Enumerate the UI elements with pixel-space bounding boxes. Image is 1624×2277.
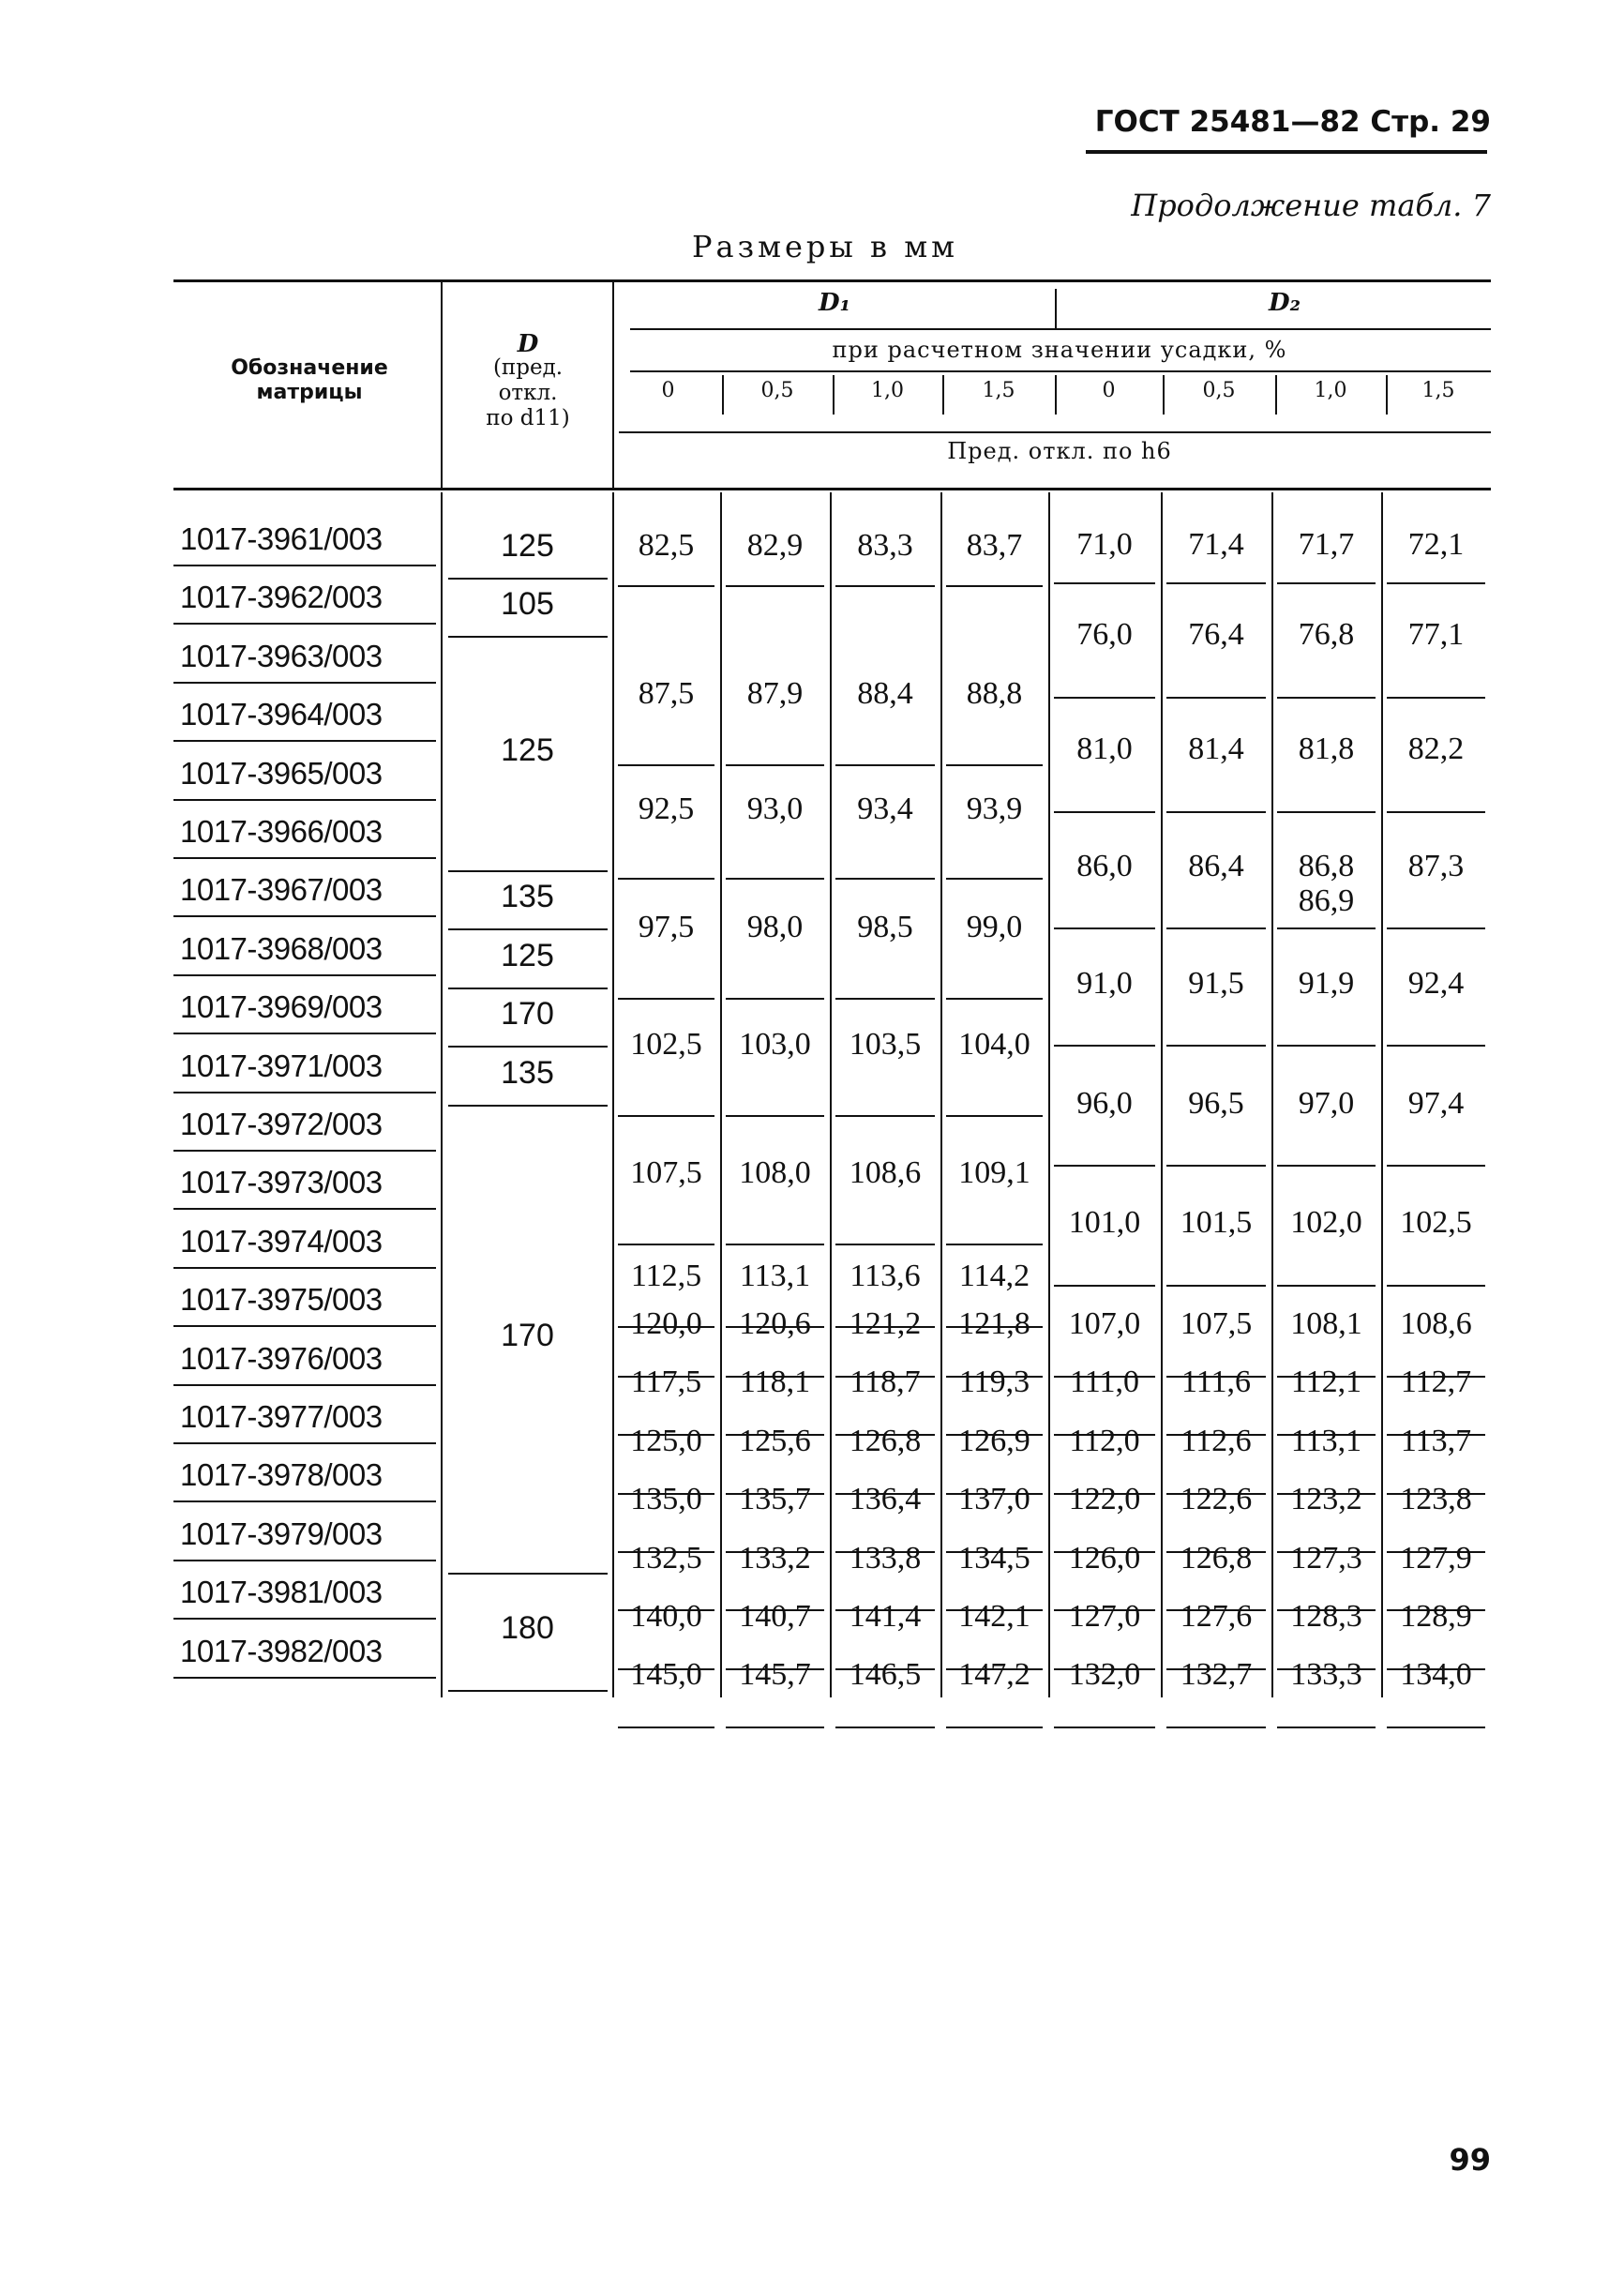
d1-value: 113,6 xyxy=(850,1258,921,1293)
value-rule xyxy=(1387,1727,1485,1728)
d1-value: 121,8 xyxy=(958,1306,1030,1342)
value-rule xyxy=(835,1115,935,1117)
shrink-divider xyxy=(1386,375,1388,415)
d1-value: 147,2 xyxy=(958,1657,1030,1693)
column-header-designation: Обозначение матрицы xyxy=(231,356,388,404)
d1-value: 141,4 xyxy=(849,1599,922,1635)
code-underline xyxy=(173,740,436,742)
shrink-value-header: 0,5 xyxy=(1202,379,1236,402)
d2-value: 123,8 xyxy=(1400,1482,1472,1517)
matrix-designation: 1017-3975/003 xyxy=(180,1282,383,1318)
d-cell-rule xyxy=(448,1046,608,1048)
d2-value: 126,8 xyxy=(1180,1540,1253,1576)
d1-value: 103,5 xyxy=(849,1027,922,1063)
code-underline xyxy=(173,682,436,684)
d1-value: 135,7 xyxy=(739,1482,811,1517)
matrix-designation: 1017-3962/003 xyxy=(180,580,383,615)
value-rule xyxy=(1166,1727,1266,1728)
d2-extra-value: 86,9 xyxy=(1298,883,1355,919)
value-rule xyxy=(1387,697,1485,699)
d1-value: 102,5 xyxy=(630,1027,702,1063)
code-underline xyxy=(173,1677,436,1679)
value-rule xyxy=(1277,582,1376,584)
d2-value: 81,4 xyxy=(1188,731,1244,766)
d2-value: 97,0 xyxy=(1298,1085,1355,1121)
d1-value: 120,0 xyxy=(630,1306,702,1342)
d2-value: 71,0 xyxy=(1076,526,1133,562)
d2-value: 112,1 xyxy=(1290,1365,1362,1400)
d1-value: 108,6 xyxy=(849,1155,922,1191)
value-rule xyxy=(1054,1727,1155,1728)
code-underline xyxy=(173,1092,436,1093)
d2-value: 112,0 xyxy=(1069,1423,1140,1458)
value-rule xyxy=(1054,927,1155,929)
value-rule xyxy=(946,585,1043,587)
value-rule xyxy=(1166,811,1266,813)
value-rule xyxy=(1387,927,1485,929)
shrink-divider xyxy=(722,375,724,415)
matrix-designation: 1017-3964/003 xyxy=(180,697,383,732)
d1-value: 145,0 xyxy=(630,1657,702,1693)
d1-value: 119,3 xyxy=(958,1365,1030,1400)
d2-value: 87,3 xyxy=(1407,848,1465,883)
d1-value: 92,5 xyxy=(638,791,695,826)
value-rule xyxy=(835,1244,935,1245)
d2-value: 108,1 xyxy=(1290,1306,1362,1342)
value-rule xyxy=(946,998,1043,1000)
value-rule xyxy=(1387,1165,1485,1167)
shrink-rule xyxy=(630,370,1491,372)
column-header-d-line: по d11) xyxy=(486,406,570,430)
d1-value: 93,4 xyxy=(857,791,913,826)
nominal-d-value: 125 xyxy=(501,528,554,564)
value-rule xyxy=(946,1244,1043,1245)
shrink-divider xyxy=(1275,375,1277,415)
d2-value: 126,0 xyxy=(1068,1540,1141,1576)
d1-value: 145,7 xyxy=(739,1657,811,1693)
d2-value: 72,1 xyxy=(1407,526,1465,562)
shrink-value-header: 1,0 xyxy=(871,379,904,402)
code-underline xyxy=(173,1500,436,1502)
d1-value: 121,2 xyxy=(849,1306,922,1342)
d2-value: 128,3 xyxy=(1290,1599,1362,1635)
d2-value: 81,0 xyxy=(1076,731,1133,766)
d2-value: 132,0 xyxy=(1068,1657,1141,1693)
d1-value: 135,0 xyxy=(630,1482,702,1517)
d1-value: 140,7 xyxy=(739,1599,811,1635)
value-rule xyxy=(618,998,714,1000)
d1-value: 125,0 xyxy=(630,1423,702,1458)
d2-value: 111,6 xyxy=(1181,1365,1251,1400)
d-cell-rule xyxy=(448,1573,608,1575)
d-cell-rule xyxy=(448,988,608,989)
d2-value: 77,1 xyxy=(1407,617,1465,653)
d2-value: 127,6 xyxy=(1180,1599,1253,1635)
d1-value: 133,2 xyxy=(739,1540,811,1576)
value-rule xyxy=(1387,811,1485,813)
d2-value: 101,5 xyxy=(1180,1205,1253,1241)
d2-value: 102,0 xyxy=(1290,1205,1362,1241)
value-rule xyxy=(618,1115,714,1117)
value-rule xyxy=(726,764,824,766)
value-rule xyxy=(1277,1165,1376,1167)
shrink-value-header: 0 xyxy=(1102,379,1116,402)
d2-value: 112,6 xyxy=(1180,1423,1252,1458)
tolerance-rule xyxy=(619,431,1491,433)
d2-value: 112,7 xyxy=(1400,1365,1472,1400)
value-rule xyxy=(618,585,714,587)
d1-value: 112,5 xyxy=(630,1258,702,1293)
nominal-d-value: 170 xyxy=(501,996,554,1033)
d2-value: 96,5 xyxy=(1188,1085,1244,1121)
d1-value: 140,0 xyxy=(630,1599,702,1635)
d2-value: 102,5 xyxy=(1400,1205,1472,1241)
shrink-divider xyxy=(1163,375,1165,415)
matrix-designation: 1017-3965/003 xyxy=(180,755,383,791)
code-underline xyxy=(173,1384,436,1386)
shrink-value-header: 0 xyxy=(661,379,675,402)
d2-value: 91,9 xyxy=(1298,965,1355,1001)
value-rule xyxy=(618,764,714,766)
units-caption: Размеры в мм xyxy=(692,229,958,264)
d2-value: 71,4 xyxy=(1188,526,1244,562)
value-rule xyxy=(1166,697,1266,699)
d2-value: 111,0 xyxy=(1070,1365,1139,1400)
matrix-designation: 1017-3976/003 xyxy=(180,1340,383,1376)
value-rule xyxy=(1387,1045,1485,1047)
d1-value: 93,9 xyxy=(966,791,1023,826)
d1-value: 87,9 xyxy=(746,675,804,711)
code-underline xyxy=(173,565,436,566)
d1-value: 134,5 xyxy=(958,1540,1030,1576)
code-underline xyxy=(173,1033,436,1034)
matrix-designation: 1017-3977/003 xyxy=(180,1399,383,1434)
d2-value: 86,0 xyxy=(1076,848,1133,883)
d2-value: 122,0 xyxy=(1068,1482,1141,1517)
value-rule xyxy=(1054,1165,1155,1167)
matrix-designation: 1017-3971/003 xyxy=(180,1048,383,1083)
d2-value: 96,0 xyxy=(1076,1085,1133,1121)
value-rule xyxy=(726,1727,824,1728)
d2-value: 86,8 xyxy=(1298,848,1355,883)
d2-value: 134,0 xyxy=(1400,1657,1472,1693)
value-rule xyxy=(835,878,935,880)
shrink-value-header: 1,0 xyxy=(1314,379,1347,402)
value-rule xyxy=(1054,697,1155,699)
value-rule xyxy=(726,998,824,1000)
d2-value: 128,9 xyxy=(1400,1599,1472,1635)
value-rule xyxy=(835,1727,935,1728)
code-underline xyxy=(173,1267,436,1269)
value-rule xyxy=(1054,1045,1155,1047)
matrix-designation: 1017-3973/003 xyxy=(180,1165,383,1200)
d2-value: 132,7 xyxy=(1180,1657,1253,1693)
d-cell-rule xyxy=(448,578,608,580)
d1-value: 113,1 xyxy=(739,1258,811,1293)
code-underline xyxy=(173,1208,436,1210)
d1-value: 118,7 xyxy=(850,1365,921,1400)
d1-value: 99,0 xyxy=(966,910,1023,945)
value-rule xyxy=(726,878,824,880)
d2-value: 122,6 xyxy=(1180,1482,1253,1517)
value-rule xyxy=(946,878,1043,880)
value-rule xyxy=(1277,1285,1376,1287)
column-header-d-line: D xyxy=(517,330,539,358)
table-continuation-label: Продолжение табл. 7 xyxy=(1131,188,1491,223)
value-rule xyxy=(726,585,824,587)
d2-value: 113,7 xyxy=(1400,1423,1472,1458)
d2-value: 81,8 xyxy=(1298,731,1355,766)
code-underline xyxy=(173,799,436,801)
d1-value: 146,5 xyxy=(849,1657,922,1693)
header-rule xyxy=(1086,150,1487,154)
shrink-divider xyxy=(1055,375,1057,415)
d2-value: 91,5 xyxy=(1188,965,1244,1001)
value-rule xyxy=(1054,582,1155,584)
value-rule xyxy=(1277,927,1376,929)
code-underline xyxy=(173,974,436,976)
nominal-d-value: 125 xyxy=(501,937,554,973)
d2-value: 97,4 xyxy=(1407,1085,1465,1121)
code-underline xyxy=(173,1325,436,1327)
group-rule xyxy=(630,328,1491,330)
d-cell-rule xyxy=(448,928,608,930)
d1-value: 82,5 xyxy=(638,528,695,564)
value-rule xyxy=(1166,1045,1266,1047)
d-cell-rule xyxy=(448,870,608,872)
code-underline xyxy=(173,857,436,859)
d1-value: 142,1 xyxy=(958,1599,1030,1635)
value-rule xyxy=(1166,927,1266,929)
d2-value: 76,4 xyxy=(1188,617,1244,653)
d1-value: 104,0 xyxy=(958,1027,1030,1063)
d2-value: 133,3 xyxy=(1290,1657,1362,1693)
d1-value: 118,1 xyxy=(739,1365,811,1400)
value-rule xyxy=(618,1244,714,1245)
shrink-value-header: 0,5 xyxy=(760,379,794,402)
code-underline xyxy=(173,1150,436,1152)
d2-value: 113,1 xyxy=(1290,1423,1362,1458)
d2-value: 76,8 xyxy=(1298,617,1355,653)
shrinkage-header: при расчетном значении усадки, % xyxy=(832,337,1287,363)
d2-value: 92,4 xyxy=(1407,965,1465,1001)
value-rule xyxy=(726,1244,824,1245)
d-cell-rule xyxy=(448,1690,608,1692)
value-rule xyxy=(1387,1285,1485,1287)
d-cell-rule xyxy=(448,1105,608,1107)
matrix-designation: 1017-3978/003 xyxy=(180,1457,383,1493)
matrix-designation: 1017-3963/003 xyxy=(180,638,383,673)
shrink-divider xyxy=(942,375,944,415)
value-rule xyxy=(618,1727,714,1728)
shrink-value-header: 1,5 xyxy=(982,379,1015,402)
group-header-d2: D₂ xyxy=(1269,289,1301,317)
nominal-d-value: 125 xyxy=(501,732,554,769)
page-number: 99 xyxy=(1449,2142,1491,2178)
d2-value: 107,5 xyxy=(1180,1306,1253,1342)
d1-value: 82,9 xyxy=(746,528,804,564)
d2-value: 101,0 xyxy=(1068,1205,1141,1241)
d2-value: 127,9 xyxy=(1400,1540,1472,1576)
code-underline xyxy=(173,1560,436,1561)
matrix-designation: 1017-3981/003 xyxy=(180,1575,383,1610)
header-divider-groups xyxy=(1055,289,1057,328)
nominal-d-value: 105 xyxy=(501,586,554,623)
d1-value: 88,8 xyxy=(966,675,1023,711)
value-rule xyxy=(946,764,1043,766)
d2-value: 127,0 xyxy=(1068,1599,1141,1635)
d1-value: 114,2 xyxy=(958,1258,1030,1293)
group-header-d1: D₁ xyxy=(819,289,850,317)
nominal-d-value: 170 xyxy=(501,1318,554,1354)
d1-value: 87,5 xyxy=(638,675,695,711)
value-rule xyxy=(835,764,935,766)
d2-value: 76,0 xyxy=(1076,617,1133,653)
nominal-d-value: 135 xyxy=(501,879,554,915)
value-rule xyxy=(1166,582,1266,584)
code-underline xyxy=(173,1618,436,1620)
header-bottom-rule xyxy=(173,488,1491,490)
d2-value: 123,2 xyxy=(1290,1482,1362,1517)
matrix-designation: 1017-3961/003 xyxy=(180,521,383,556)
value-rule xyxy=(1277,697,1376,699)
column-header-d-line: (пред. xyxy=(492,355,564,380)
value-rule xyxy=(1054,1285,1155,1287)
value-rule xyxy=(1277,811,1376,813)
value-rule xyxy=(1166,1285,1266,1287)
shrink-value-header: 1,5 xyxy=(1421,379,1455,402)
matrix-designation: 1017-3972/003 xyxy=(180,1107,383,1141)
d1-value: 97,5 xyxy=(638,910,695,945)
column-header-d-line: откл. xyxy=(498,381,558,405)
value-rule xyxy=(1387,582,1485,584)
code-underline xyxy=(173,623,436,625)
d1-value: 132,5 xyxy=(630,1540,702,1576)
value-rule xyxy=(946,1727,1043,1728)
d1-value: 107,5 xyxy=(630,1155,702,1191)
value-rule xyxy=(946,1115,1043,1117)
d1-value: 136,4 xyxy=(849,1482,922,1517)
d1-value: 98,0 xyxy=(746,910,804,945)
d1-value: 108,0 xyxy=(739,1155,811,1191)
standard-header: ГОСТ 25481—82 Стр. 29 xyxy=(1094,105,1491,139)
d1-value: 88,4 xyxy=(857,675,913,711)
d2-value: 127,3 xyxy=(1290,1540,1362,1576)
matrix-designation: 1017-3966/003 xyxy=(180,814,383,849)
matrix-designation: 1017-3967/003 xyxy=(180,872,383,908)
matrix-designation: 1017-3982/003 xyxy=(180,1633,383,1668)
d1-value: 83,7 xyxy=(966,528,1023,564)
d2-value: 86,4 xyxy=(1188,848,1244,883)
d-cell-rule xyxy=(448,636,608,638)
value-rule xyxy=(1277,1045,1376,1047)
matrix-designation: 1017-3974/003 xyxy=(180,1223,383,1259)
d1-value: 93,0 xyxy=(746,791,804,826)
value-rule xyxy=(1277,1727,1376,1728)
d1-value: 103,0 xyxy=(739,1027,811,1063)
matrix-designation: 1017-3979/003 xyxy=(180,1515,383,1551)
shrink-divider xyxy=(833,375,835,415)
value-rule xyxy=(726,1115,824,1117)
matrix-designation: 1017-3968/003 xyxy=(180,930,383,966)
d2-value: 82,2 xyxy=(1407,731,1465,766)
value-rule xyxy=(1166,1165,1266,1167)
d1-value: 126,8 xyxy=(849,1423,922,1458)
value-rule xyxy=(835,998,935,1000)
d2-value: 107,0 xyxy=(1068,1306,1141,1342)
table-top-rule xyxy=(173,279,1491,282)
d1-value: 133,8 xyxy=(849,1540,922,1576)
d1-value: 120,6 xyxy=(739,1306,811,1342)
d1-value: 83,3 xyxy=(857,528,913,564)
tolerance-header: Пред. откл. по h6 xyxy=(947,438,1172,464)
d1-value: 126,9 xyxy=(958,1423,1030,1458)
nominal-d-value: 135 xyxy=(501,1054,554,1091)
body-divider-code xyxy=(441,492,443,1697)
value-rule xyxy=(1054,811,1155,813)
nominal-d-value: 180 xyxy=(501,1610,554,1647)
d1-value: 98,5 xyxy=(857,910,913,945)
d2-value: 91,0 xyxy=(1076,965,1133,1001)
d1-value: 117,5 xyxy=(630,1365,702,1400)
code-underline xyxy=(173,1442,436,1444)
d2-value: 108,6 xyxy=(1400,1306,1472,1342)
d2-value: 71,7 xyxy=(1298,526,1355,562)
value-rule xyxy=(618,878,714,880)
header-divider-code xyxy=(441,281,443,488)
code-underline xyxy=(173,915,436,917)
d1-value: 125,6 xyxy=(739,1423,811,1458)
value-rule xyxy=(835,585,935,587)
matrix-designation: 1017-3969/003 xyxy=(180,989,383,1025)
d1-value: 109,1 xyxy=(958,1155,1030,1191)
header-divider-d xyxy=(612,281,614,488)
d1-value: 137,0 xyxy=(958,1482,1030,1517)
